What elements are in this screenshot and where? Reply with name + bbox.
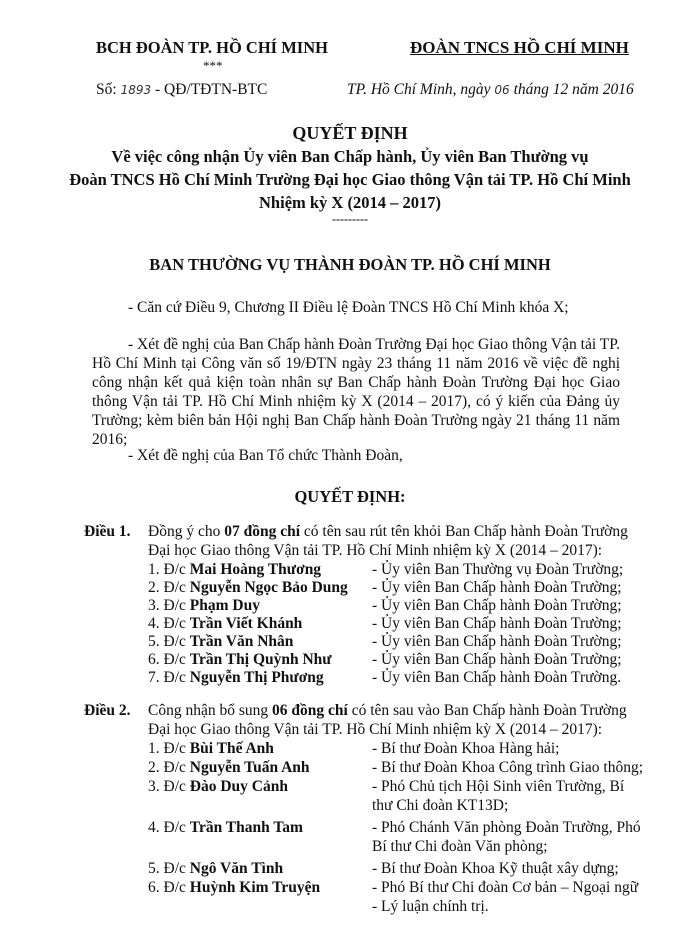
title-line-3: Nhiệm kỳ X (2014 – 2017) — [259, 193, 441, 212]
title-line-2: Đoàn TNCS Hồ Chí Minh Trường Đại học Giao thông Vận tải TP. Hồ Chí Minh — [69, 170, 631, 189]
preamble-org-proposal: - Xét đề nghị của Ban Tổ chức Thành Đoàn, — [128, 447, 403, 464]
article-2-intro-b: có tên sau vào Ban Chấp hành Đoàn Trường — [351, 702, 627, 719]
member-name: Trần Viết Khánh — [189, 615, 303, 632]
article-2-intro-a: Công nhận bổ sung — [148, 702, 269, 719]
header-stars: *** — [203, 58, 223, 73]
item-prefix: 4. Đ/c — [148, 615, 186, 632]
member-role: - Phó Chánh Văn phòng Đoàn Trường, Phó Bí thư Chi đoàn Văn phòng; — [372, 819, 641, 855]
doc-number-suffix: - QĐ/TĐTN-BTC — [154, 81, 268, 98]
list-item — [148, 596, 648, 615]
article-1-intro-b: có tên sau rút tên khỏi Ban Chấp hành Đoàn Trường — [303, 523, 628, 540]
item-prefix: 7. Đ/c — [148, 669, 186, 686]
list-item — [148, 614, 648, 633]
list-item — [148, 560, 648, 579]
member-role: - Ủy viên Ban Chấp hành Đoàn Trường; — [372, 579, 622, 596]
member-role: - Bí thư Đoàn Khoa Công trình Giao thông; — [372, 759, 644, 776]
member-name: Nguyễn Ngọc Bảo Dung — [189, 579, 348, 596]
member-name: Trần Thanh Tam — [189, 819, 303, 836]
member-name: Nguyễn Thị Phương — [189, 669, 324, 686]
decision-heading: QUYẾT ĐỊNH: — [294, 487, 406, 506]
doc-number-handwritten: 1893 — [120, 83, 152, 97]
item-prefix: 4. Đ/c — [148, 819, 186, 836]
article-2-intro — [148, 701, 627, 720]
member-name: Ngô Văn Tình — [189, 860, 284, 877]
member-name: Đào Duy Cảnh — [189, 778, 288, 795]
item-prefix: 3. Đ/c — [148, 597, 186, 614]
member-name: Trần Thị Quỳnh Như — [189, 651, 332, 668]
item-prefix: 2. Đ/c — [148, 579, 186, 596]
list-item — [148, 739, 648, 758]
item-prefix: 6. Đ/c — [148, 879, 186, 896]
doc-number-prefix: Số: — [96, 81, 117, 98]
member-name: Huỳnh Kim Truyện — [189, 879, 321, 896]
member-role: - Ủy viên Ban Chấp hành Đoàn Trường. — [372, 669, 622, 686]
article-1-count: 07 đồng chí — [224, 523, 301, 540]
article-1-label: Điều 1. — [84, 523, 131, 540]
issue-date — [347, 80, 634, 100]
member-name: Trần Văn Nhân — [189, 633, 294, 650]
item-prefix: 2. Đ/c — [148, 759, 186, 776]
member-role: - Bí thư Đoàn Khoa Hàng hải; — [372, 740, 560, 757]
article-2-intro-line-2: Đại học Giao thông Vận tải TP. Hồ Chí Minh nhiệm kỳ X (2014 – 2017): — [148, 721, 603, 738]
list-item — [148, 777, 648, 815]
list-item — [148, 878, 648, 916]
member-role: - Ủy viên Ban Chấp hành Đoàn Trường; — [372, 651, 622, 668]
date-suffix: tháng 12 năm 2016 — [513, 81, 634, 98]
list-item — [148, 758, 648, 777]
article-1-intro-line-2: Đại học Giao thông Vận tải TP. Hồ Chí Minh nhiệm kỳ X (2014 – 2017): — [148, 542, 603, 559]
list-item — [148, 859, 648, 878]
member-role: - Phó Chủ tịch Hội Sinh viên Trường, Bí thư Chi đoàn KT13D; — [372, 778, 625, 814]
preamble-proposal: - Xét đề nghị của Ban Chấp hành Đoàn Trường Đại học Giao thông Vận tải TP. Hồ Chí Minh tại Công văn số 19/ĐTN ngày 23 tháng 11 năm 2016 về việc đề nghị công nhận kết quả kiện toàn nhân sự Ban Chấp hành Đoàn Trường Đại học Giao thông Vận tải TP. Hồ Chí Minh nhiệm kỳ X (2014 – 2017), có ý kiến của Đảng ủy Trường; kèm biên bản Hội nghị Ban Chấp hành Đoàn Trường ngày 21 tháng 11 năm 2016; — [92, 336, 620, 448]
decision-title: QUYẾT ĐỊNH — [292, 123, 408, 143]
list-item — [148, 650, 648, 669]
list-item — [148, 668, 648, 687]
item-prefix: 5. Đ/c — [148, 633, 186, 650]
authority-heading: BAN THƯỜNG VỤ THÀNH ĐOÀN TP. HỒ CHÍ MINH — [149, 255, 551, 274]
preamble-basis: - Căn cứ Điều 9, Chương II Điều lệ Đoàn TNCS Hồ Chí Minh khóa X; — [128, 299, 569, 316]
article-1-intro-a: Đồng ý cho — [148, 523, 221, 540]
member-role: - Bí thư Đoàn Khoa Kỹ thuật xây dựng; — [372, 860, 619, 877]
item-prefix: 3. Đ/c — [148, 778, 186, 795]
item-prefix: 5. Đ/c — [148, 860, 186, 877]
member-role: - Ủy viên Ban Thường vụ Đoàn Trường; — [372, 561, 624, 578]
item-prefix: 6. Đ/c — [148, 651, 186, 668]
article-1-intro — [148, 522, 628, 541]
member-role: - Ủy viên Ban Chấp hành Đoàn Trường; — [372, 633, 622, 650]
list-item — [148, 632, 648, 651]
item-prefix: 1. Đ/c — [148, 740, 186, 757]
member-name: Mai Hoàng Thương — [189, 561, 322, 578]
member-name: Nguyễn Tuấn Anh — [189, 759, 310, 776]
title-divider: --------- — [332, 212, 368, 226]
item-prefix: 1. Đ/c — [148, 561, 186, 578]
member-name: Phạm Duy — [189, 597, 260, 614]
union-name: ĐOÀN TNCS HỒ CHÍ MINH — [410, 38, 629, 57]
list-item — [148, 578, 648, 597]
doc-number — [96, 80, 267, 100]
member-role: - Ủy viên Ban Chấp hành Đoàn Trường; — [372, 597, 622, 614]
issuing-org: BCH ĐOÀN TP. HỒ CHÍ MINH — [96, 38, 328, 57]
member-role: - Phó Bí thư Chi đoàn Cơ bản – Ngoại ngữ - Lý luận chính trị. — [372, 879, 639, 915]
member-name: Bùi Thế Anh — [189, 740, 274, 757]
date-day-handwritten: 06 — [494, 83, 510, 97]
list-item — [148, 818, 648, 856]
title-line-1: Về việc công nhận Ủy viên Ban Chấp hành, Ủy viên Ban Thường vụ — [111, 147, 589, 166]
date-prefix: TP. Hồ Chí Minh, ngày — [347, 81, 491, 98]
member-role: - Ủy viên Ban Chấp hành Đoàn Trường; — [372, 615, 622, 632]
article-2-count: 06 đồng chí — [272, 702, 348, 719]
article-2-label: Điều 2. — [84, 702, 131, 719]
